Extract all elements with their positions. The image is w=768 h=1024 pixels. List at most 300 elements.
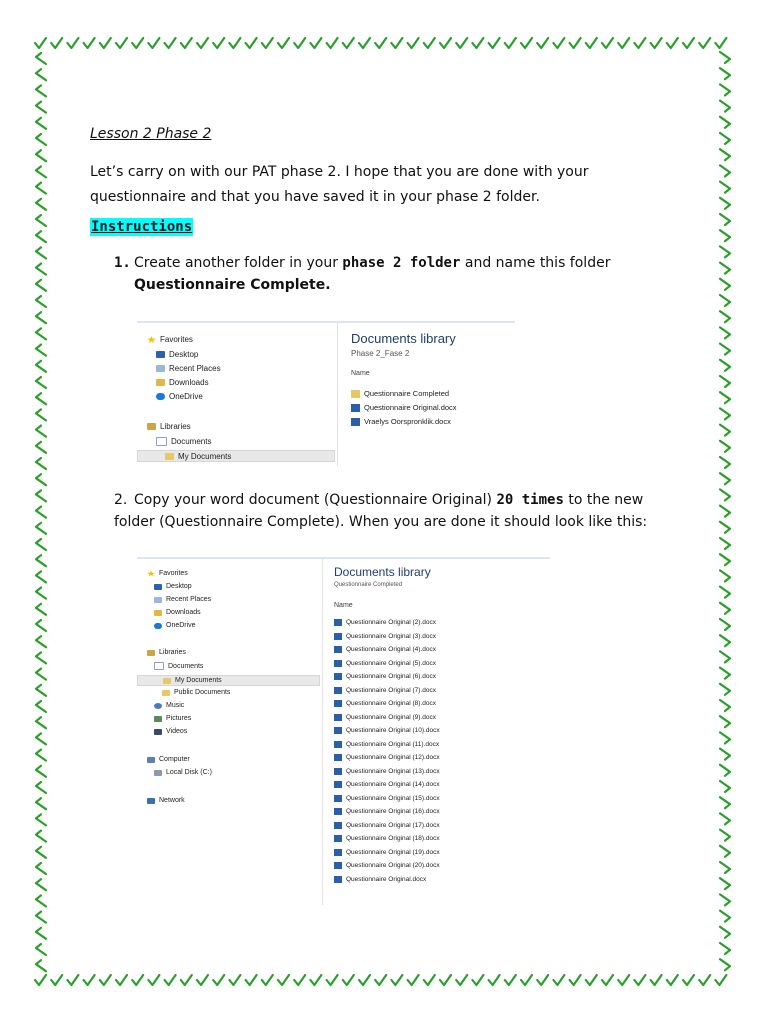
- border-tick: [36, 847, 46, 858]
- file-row[interactable]: Questionnaire Completed: [351, 389, 449, 398]
- file-row[interactable]: Questionnaire Original.docx: [351, 403, 457, 412]
- border-tick: [720, 165, 730, 176]
- nav-desktop[interactable]: Desktop: [156, 350, 198, 359]
- navigation-pane: [137, 559, 323, 905]
- word-document-icon: [334, 849, 342, 856]
- border-tick: [36, 555, 46, 566]
- border-tick: [36, 118, 46, 129]
- border-tick: [51, 38, 62, 48]
- library-title: Documents library: [334, 565, 431, 579]
- border-tick: [375, 975, 386, 985]
- file-row[interactable]: Questionnaire Original.docx: [334, 876, 426, 883]
- nav-my-documents[interactable]: My Documents: [137, 675, 320, 686]
- nav-onedrive[interactable]: OneDrive: [154, 622, 196, 629]
- border-tick: [720, 587, 730, 598]
- border-tick: [586, 975, 597, 985]
- border-tick: [246, 38, 257, 48]
- border-tick: [36, 134, 46, 145]
- border-tick: [36, 652, 46, 663]
- nav-libraries[interactable]: Libraries: [147, 649, 186, 656]
- border-tick: [618, 38, 629, 48]
- border-tick: [36, 247, 46, 258]
- border-tick: [720, 311, 730, 322]
- star-icon: [147, 571, 155, 577]
- border-tick: [720, 668, 730, 679]
- nav-pictures[interactable]: Pictures: [154, 715, 191, 722]
- border-tick: [36, 944, 46, 955]
- cloud-icon: [154, 623, 162, 629]
- file-row[interactable]: Questionnaire Original (12).docx: [334, 754, 440, 761]
- border-tick: [36, 183, 46, 194]
- border-tick: [586, 38, 597, 48]
- border-tick: [35, 975, 46, 985]
- word-document-icon: [334, 619, 342, 626]
- border-tick: [720, 716, 730, 727]
- border-tick: [720, 182, 730, 193]
- border-tick: [720, 408, 730, 419]
- border-tick: [36, 166, 46, 177]
- border-tick: [116, 975, 127, 985]
- border-tick: [36, 442, 46, 453]
- border-tick: [36, 588, 46, 599]
- border-tick: [100, 38, 111, 48]
- step-1-text-b: and name this folder: [460, 255, 611, 271]
- border-tick: [36, 733, 46, 744]
- border-tick: [36, 539, 46, 550]
- file-row[interactable]: Vraelys Oorspronklik.docx: [351, 417, 451, 426]
- border-tick: [310, 38, 321, 48]
- border-tick: [683, 975, 694, 985]
- border-tick: [472, 38, 483, 48]
- nav-libraries[interactable]: Libraries: [147, 422, 191, 431]
- border-tick: [36, 636, 46, 647]
- border-tick: [720, 489, 730, 500]
- border-tick: [391, 975, 402, 985]
- downloads-folder-icon: [154, 610, 162, 616]
- border-tick: [521, 975, 532, 985]
- border-tick: [720, 651, 730, 662]
- border-tick: [408, 38, 419, 48]
- border-tick: [720, 846, 730, 857]
- nav-documents[interactable]: Documents: [154, 662, 203, 670]
- step-2-text-b: to the new folder (Questionnaire Complete). When you are done it should look like this:: [114, 492, 648, 530]
- nav-videos[interactable]: Videos: [154, 728, 187, 735]
- border-tick: [440, 38, 451, 48]
- word-document-icon: [334, 781, 342, 788]
- computer-icon: [147, 757, 155, 763]
- column-header-name[interactable]: Name: [351, 370, 370, 377]
- documents-icon: [154, 662, 164, 670]
- border-tick: [720, 603, 730, 614]
- border-tick: [359, 38, 370, 48]
- border-tick: [602, 975, 613, 985]
- pictures-icon: [154, 716, 162, 722]
- recent-places-icon: [154, 597, 162, 603]
- border-tick: [36, 69, 46, 80]
- border-tick: [720, 570, 730, 581]
- border-tick: [36, 102, 46, 113]
- border-tick: [36, 814, 46, 825]
- border-tick: [36, 345, 46, 356]
- step-2: [114, 489, 674, 533]
- file-row[interactable]: Questionnaire Original (13).docx: [334, 768, 440, 775]
- word-document-icon: [334, 673, 342, 680]
- border-tick: [35, 38, 46, 48]
- border-tick: [618, 975, 629, 985]
- border-tick: [553, 38, 564, 48]
- nav-local-disk[interactable]: Local Disk (C:): [154, 769, 212, 776]
- word-document-icon: [334, 687, 342, 694]
- border-tick: [440, 975, 451, 985]
- border-tick: [36, 474, 46, 485]
- step-1-bold-a: phase 2 folder: [342, 255, 461, 271]
- step-2-number: 2.: [114, 492, 128, 508]
- border-tick: [36, 701, 46, 712]
- border-tick: [36, 669, 46, 680]
- border-tick: [197, 975, 208, 985]
- border-tick: [720, 700, 730, 711]
- border-tick: [246, 975, 257, 985]
- file-row[interactable]: Questionnaire Original (9).docx: [334, 714, 436, 721]
- border-tick: [148, 975, 159, 985]
- border-tick: [720, 911, 730, 922]
- desktop-icon: [154, 584, 162, 590]
- nav-computer[interactable]: Computer: [147, 756, 190, 763]
- border-tick: [720, 263, 730, 274]
- border-tick: [181, 38, 192, 48]
- border-tick: [294, 975, 305, 985]
- border-tick: [720, 101, 730, 112]
- videos-icon: [154, 729, 162, 735]
- border-tick: [36, 280, 46, 291]
- border-tick: [36, 458, 46, 469]
- file-row[interactable]: Questionnaire Original (2).docx: [334, 619, 436, 626]
- border-tick: [720, 959, 730, 970]
- border-tick: [294, 38, 305, 48]
- file-row[interactable]: Questionnaire Original (17).docx: [334, 822, 440, 829]
- border-tick: [489, 975, 500, 985]
- lesson-title: Lesson 2 Phase 2: [90, 126, 212, 142]
- border-tick: [720, 878, 730, 889]
- border-tick: [720, 522, 730, 533]
- nav-network[interactable]: Network: [147, 797, 185, 804]
- border-tick: [36, 717, 46, 728]
- word-document-icon: [334, 808, 342, 815]
- nav-desktop[interactable]: Desktop: [154, 583, 192, 590]
- folder-icon: [351, 390, 360, 398]
- border-tick: [229, 975, 240, 985]
- border-tick: [720, 457, 730, 468]
- border-tick: [36, 912, 46, 923]
- border-tick: [720, 797, 730, 808]
- border-tick: [720, 230, 730, 241]
- explorer-screenshot-1: [137, 321, 515, 466]
- word-document-icon: [351, 418, 360, 426]
- border-tick: [537, 975, 548, 985]
- border-tick: [327, 975, 338, 985]
- word-document-icon: [334, 741, 342, 748]
- border-tick: [36, 393, 46, 404]
- border-tick: [537, 38, 548, 48]
- border-tick: [720, 732, 730, 743]
- step-1-number: 1.: [114, 255, 131, 271]
- file-row[interactable]: Questionnaire Original (16).docx: [334, 808, 440, 815]
- border-tick: [116, 38, 127, 48]
- border-tick: [36, 960, 46, 971]
- border-tick: [720, 749, 730, 760]
- file-row[interactable]: Questionnaire Original (18).docx: [334, 835, 440, 842]
- word-document-icon: [334, 795, 342, 802]
- border-tick: [720, 473, 730, 484]
- border-tick: [36, 685, 46, 696]
- step-1: [114, 252, 654, 296]
- nav-downloads[interactable]: Downloads: [156, 378, 209, 387]
- border-tick: [67, 38, 78, 48]
- file-row[interactable]: Questionnaire Original (19).docx: [334, 849, 440, 856]
- border-tick: [424, 975, 435, 985]
- border-tick: [51, 975, 62, 985]
- border-tick: [165, 38, 176, 48]
- word-document-icon: [334, 700, 342, 707]
- border-tick: [36, 215, 46, 226]
- border-tick: [720, 506, 730, 517]
- border-tick: [36, 264, 46, 275]
- border-tick: [720, 635, 730, 646]
- border-tick: [570, 38, 581, 48]
- border-tick: [720, 830, 730, 841]
- word-document-icon: [334, 822, 342, 829]
- border-tick: [505, 38, 516, 48]
- border-tick: [720, 813, 730, 824]
- border-tick: [634, 975, 645, 985]
- border-tick: [36, 231, 46, 242]
- word-document-icon: [334, 714, 342, 721]
- border-tick: [36, 782, 46, 793]
- word-document-icon: [334, 835, 342, 842]
- file-row[interactable]: Questionnaire Original (20).docx: [334, 862, 440, 869]
- border-tick: [720, 84, 730, 95]
- border-tick: [36, 523, 46, 534]
- border-tick: [715, 38, 726, 48]
- border-tick: [262, 975, 273, 985]
- border-tick: [132, 975, 143, 985]
- border-tick: [36, 296, 46, 307]
- border-tick: [720, 425, 730, 436]
- border-tick: [570, 975, 581, 985]
- border-tick: [36, 604, 46, 615]
- library-title: Documents library: [351, 331, 456, 346]
- word-document-icon: [334, 727, 342, 734]
- border-tick: [36, 798, 46, 809]
- border-tick: [720, 441, 730, 452]
- column-header-name[interactable]: Name: [334, 602, 353, 609]
- border-tick: [667, 38, 678, 48]
- border-tick: [602, 38, 613, 48]
- border-tick: [720, 619, 730, 630]
- file-row[interactable]: Questionnaire Original (5).docx: [334, 660, 436, 667]
- border-tick: [359, 975, 370, 985]
- step-1-text-a: Create another folder in your: [134, 255, 343, 271]
- nav-music[interactable]: Music: [154, 702, 184, 709]
- border-tick: [720, 781, 730, 792]
- border-tick: [327, 38, 338, 48]
- word-document-icon: [334, 633, 342, 640]
- libraries-icon: [147, 423, 156, 430]
- border-tick: [343, 38, 354, 48]
- border-tick: [472, 975, 483, 985]
- border-tick: [699, 38, 710, 48]
- border-tick: [489, 38, 500, 48]
- border-tick: [36, 895, 46, 906]
- border-tick: [278, 38, 289, 48]
- border-tick: [720, 943, 730, 954]
- nav-recent-places[interactable]: Recent Places: [156, 364, 221, 373]
- nav-documents[interactable]: Documents: [156, 437, 211, 446]
- library-subtitle: Questionnaire Completed: [334, 582, 403, 588]
- border-tick: [36, 328, 46, 339]
- desktop-icon: [156, 351, 165, 358]
- star-icon: [147, 336, 156, 343]
- border-tick: [720, 344, 730, 355]
- word-document-icon: [334, 646, 342, 653]
- step-2-bold-a: 20 times: [496, 492, 564, 508]
- border-tick: [36, 199, 46, 210]
- border-tick: [720, 246, 730, 257]
- border-tick: [197, 38, 208, 48]
- border-tick: [720, 198, 730, 209]
- border-tick: [148, 38, 159, 48]
- border-tick: [36, 879, 46, 890]
- nav-onedrive[interactable]: OneDrive: [156, 392, 203, 401]
- border-tick: [720, 927, 730, 938]
- border-tick: [67, 975, 78, 985]
- nav-my-documents[interactable]: My Documents: [137, 450, 335, 462]
- border-tick: [36, 53, 46, 64]
- border-tick: [720, 392, 730, 403]
- nav-downloads[interactable]: Downloads: [154, 609, 201, 616]
- hard-drive-icon: [154, 770, 162, 776]
- border-tick: [651, 975, 662, 985]
- border-tick: [699, 975, 710, 985]
- border-tick: [720, 684, 730, 695]
- border-tick: [720, 295, 730, 306]
- folder-icon: [162, 690, 170, 696]
- border-tick: [36, 426, 46, 437]
- border-tick: [720, 117, 730, 128]
- word-document-icon: [351, 404, 360, 412]
- folder-icon: [163, 678, 171, 684]
- border-tick: [720, 862, 730, 873]
- border-tick: [36, 85, 46, 96]
- border-tick: [720, 376, 730, 387]
- border-tick: [683, 38, 694, 48]
- border-tick: [181, 975, 192, 985]
- border-tick: [521, 38, 532, 48]
- file-row[interactable]: Questionnaire Original (14).docx: [334, 781, 440, 788]
- border-tick: [310, 975, 321, 985]
- nav-favorites[interactable]: Favorites: [147, 335, 193, 344]
- nav-favorites[interactable]: Favorites: [147, 570, 188, 577]
- border-tick: [375, 38, 386, 48]
- file-row[interactable]: Questionnaire Original (7).docx: [334, 687, 436, 694]
- border-tick: [278, 975, 289, 985]
- border-tick: [720, 554, 730, 565]
- word-document-icon: [334, 768, 342, 775]
- border-tick: [720, 133, 730, 144]
- border-tick: [343, 975, 354, 985]
- border-tick: [36, 150, 46, 161]
- border-tick: [165, 975, 176, 985]
- border-tick: [36, 507, 46, 518]
- libraries-icon: [147, 650, 155, 656]
- border-tick: [36, 490, 46, 501]
- border-tick: [720, 360, 730, 371]
- border-tick: [36, 361, 46, 372]
- border-tick: [391, 38, 402, 48]
- border-tick: [36, 863, 46, 874]
- border-tick: [36, 620, 46, 631]
- step-2-text-a: Copy your word document (Questionnaire Original): [134, 492, 497, 508]
- border-tick: [553, 975, 564, 985]
- border-tick: [262, 38, 273, 48]
- music-icon: [154, 703, 162, 709]
- border-tick: [456, 38, 467, 48]
- border-tick: [84, 975, 95, 985]
- file-row[interactable]: Questionnaire Original (8).docx: [334, 700, 436, 707]
- border-tick: [505, 975, 516, 985]
- border-tick: [36, 928, 46, 939]
- word-document-icon: [334, 862, 342, 869]
- border-tick: [36, 766, 46, 777]
- border-tick: [634, 38, 645, 48]
- recent-places-icon: [156, 365, 165, 372]
- border-tick: [408, 975, 419, 985]
- border-tick: [36, 409, 46, 420]
- file-row[interactable]: Questionnaire Original (3).docx: [334, 633, 436, 640]
- word-document-icon: [334, 660, 342, 667]
- border-tick: [720, 279, 730, 290]
- library-subtitle: Phase 2_Fase 2: [351, 349, 410, 358]
- border-tick: [84, 38, 95, 48]
- border-tick: [213, 975, 224, 985]
- downloads-folder-icon: [156, 379, 165, 386]
- file-row[interactable]: Questionnaire Original (11).docx: [334, 741, 439, 748]
- word-document-icon: [334, 876, 342, 883]
- border-tick: [720, 52, 730, 63]
- border-tick: [229, 38, 240, 48]
- nav-public-documents[interactable]: Public Documents: [162, 689, 230, 696]
- word-document-icon: [334, 754, 342, 761]
- border-tick: [667, 975, 678, 985]
- network-icon: [147, 798, 155, 804]
- file-row[interactable]: Questionnaire Original (4).docx: [334, 646, 436, 653]
- border-tick: [424, 38, 435, 48]
- nav-recent-places[interactable]: Recent Places: [154, 596, 211, 603]
- file-row[interactable]: Questionnaire Original (6).docx: [334, 673, 436, 680]
- border-tick: [132, 38, 143, 48]
- border-tick: [720, 894, 730, 905]
- border-tick: [36, 831, 46, 842]
- border-tick: [36, 750, 46, 761]
- explorer-screenshot-2: [137, 557, 550, 905]
- border-tick: [36, 571, 46, 582]
- border-tick: [715, 975, 726, 985]
- file-row[interactable]: Questionnaire Original (15).docx: [334, 795, 440, 802]
- border-tick: [36, 312, 46, 323]
- border-tick: [100, 975, 111, 985]
- file-row[interactable]: Questionnaire Original (10).docx: [334, 727, 440, 734]
- folder-icon: [165, 453, 174, 460]
